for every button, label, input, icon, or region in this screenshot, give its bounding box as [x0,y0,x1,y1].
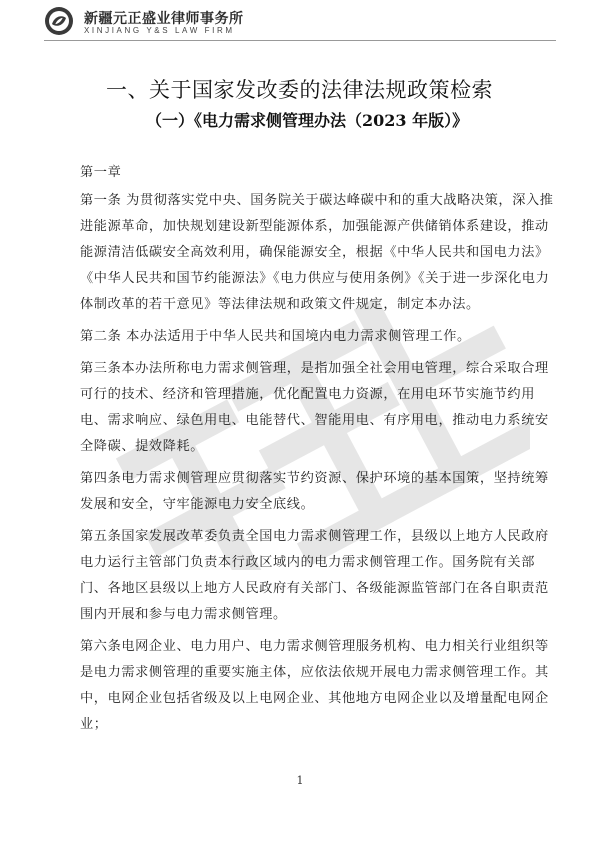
article-2: 第二条 本办法适用于中华人民共和国境内电力需求侧管理工作。 [80,329,471,344]
article-4: 第四条电力需求侧管理应贯彻落实节约资源、保护环境的基本国策，坚持统筹发展和安全，守牢能源电力安全底线。 [80,471,549,512]
document-body [80,160,558,744]
firm-logo-icon [44,6,74,36]
chapter-heading: 第一章 [80,165,122,180]
firm-name-chinese: 新疆元正盛业律师事务所 [84,11,244,27]
document-subtitle: （一）《电力需求侧管理办法（2023 年版）》 [146,111,469,130]
article-3: 第三条本办法所称电力需求侧管理，是指加强全社会用电管理，综合采取合理可行的技术、经济和管理措施，优化配置电力资源，在用电环节实施节约用电、需求响应、绿色用电、电能替代、智能用电、有序用电，推动电力系统安全降碳、提效降耗。 [80,361,549,454]
page-title: 一、关于国家发改委的法律法规政策检索 [106,78,493,102]
article-1: 第一条 为贯彻落实党中央、国务院关于碳达峰碳中和的重大战略决策，深入推进能源革命，加快规划建设新型能源体系，加强能源产供储销体系建设，推动能源清洁低碳安全高效利用，确保能源安全，根据《中华人民共和国电力法》《中华人民共和国节约能源法》《电力供应与使用条例》《关于进一步深化电力体制改革的若干意见》等法律法规和政策文件规定，制定本办法。 [80,193,554,312]
article-6: 第六条电网企业、电力用户、电力需求侧管理服务机构、电力相关行业组织等是电力需求侧管理的重要实施主体，应依法依规开展电力需求侧管理工作。其中，电网企业包括省级及以上电网企业、其他地方电网企业以及增量配电网企业； [80,639,549,732]
page-number: 1 [296,774,304,787]
firm-name-english: XINJIANG Y&S LAW FIRM [84,26,235,35]
letterhead [44,4,564,40]
header-divider [44,40,556,41]
article-5: 第五条国家发展改革委负责全国电力需求侧管理工作，县级以上地方人民政府电力运行主管部门负责本行政区域内的电力需求侧管理工作。国务院有关部门、各地区县级以上地方人民政府有关部门、各级能源监管部门在各自职责范围内开展和参与电力需求侧管理。 [80,529,549,622]
